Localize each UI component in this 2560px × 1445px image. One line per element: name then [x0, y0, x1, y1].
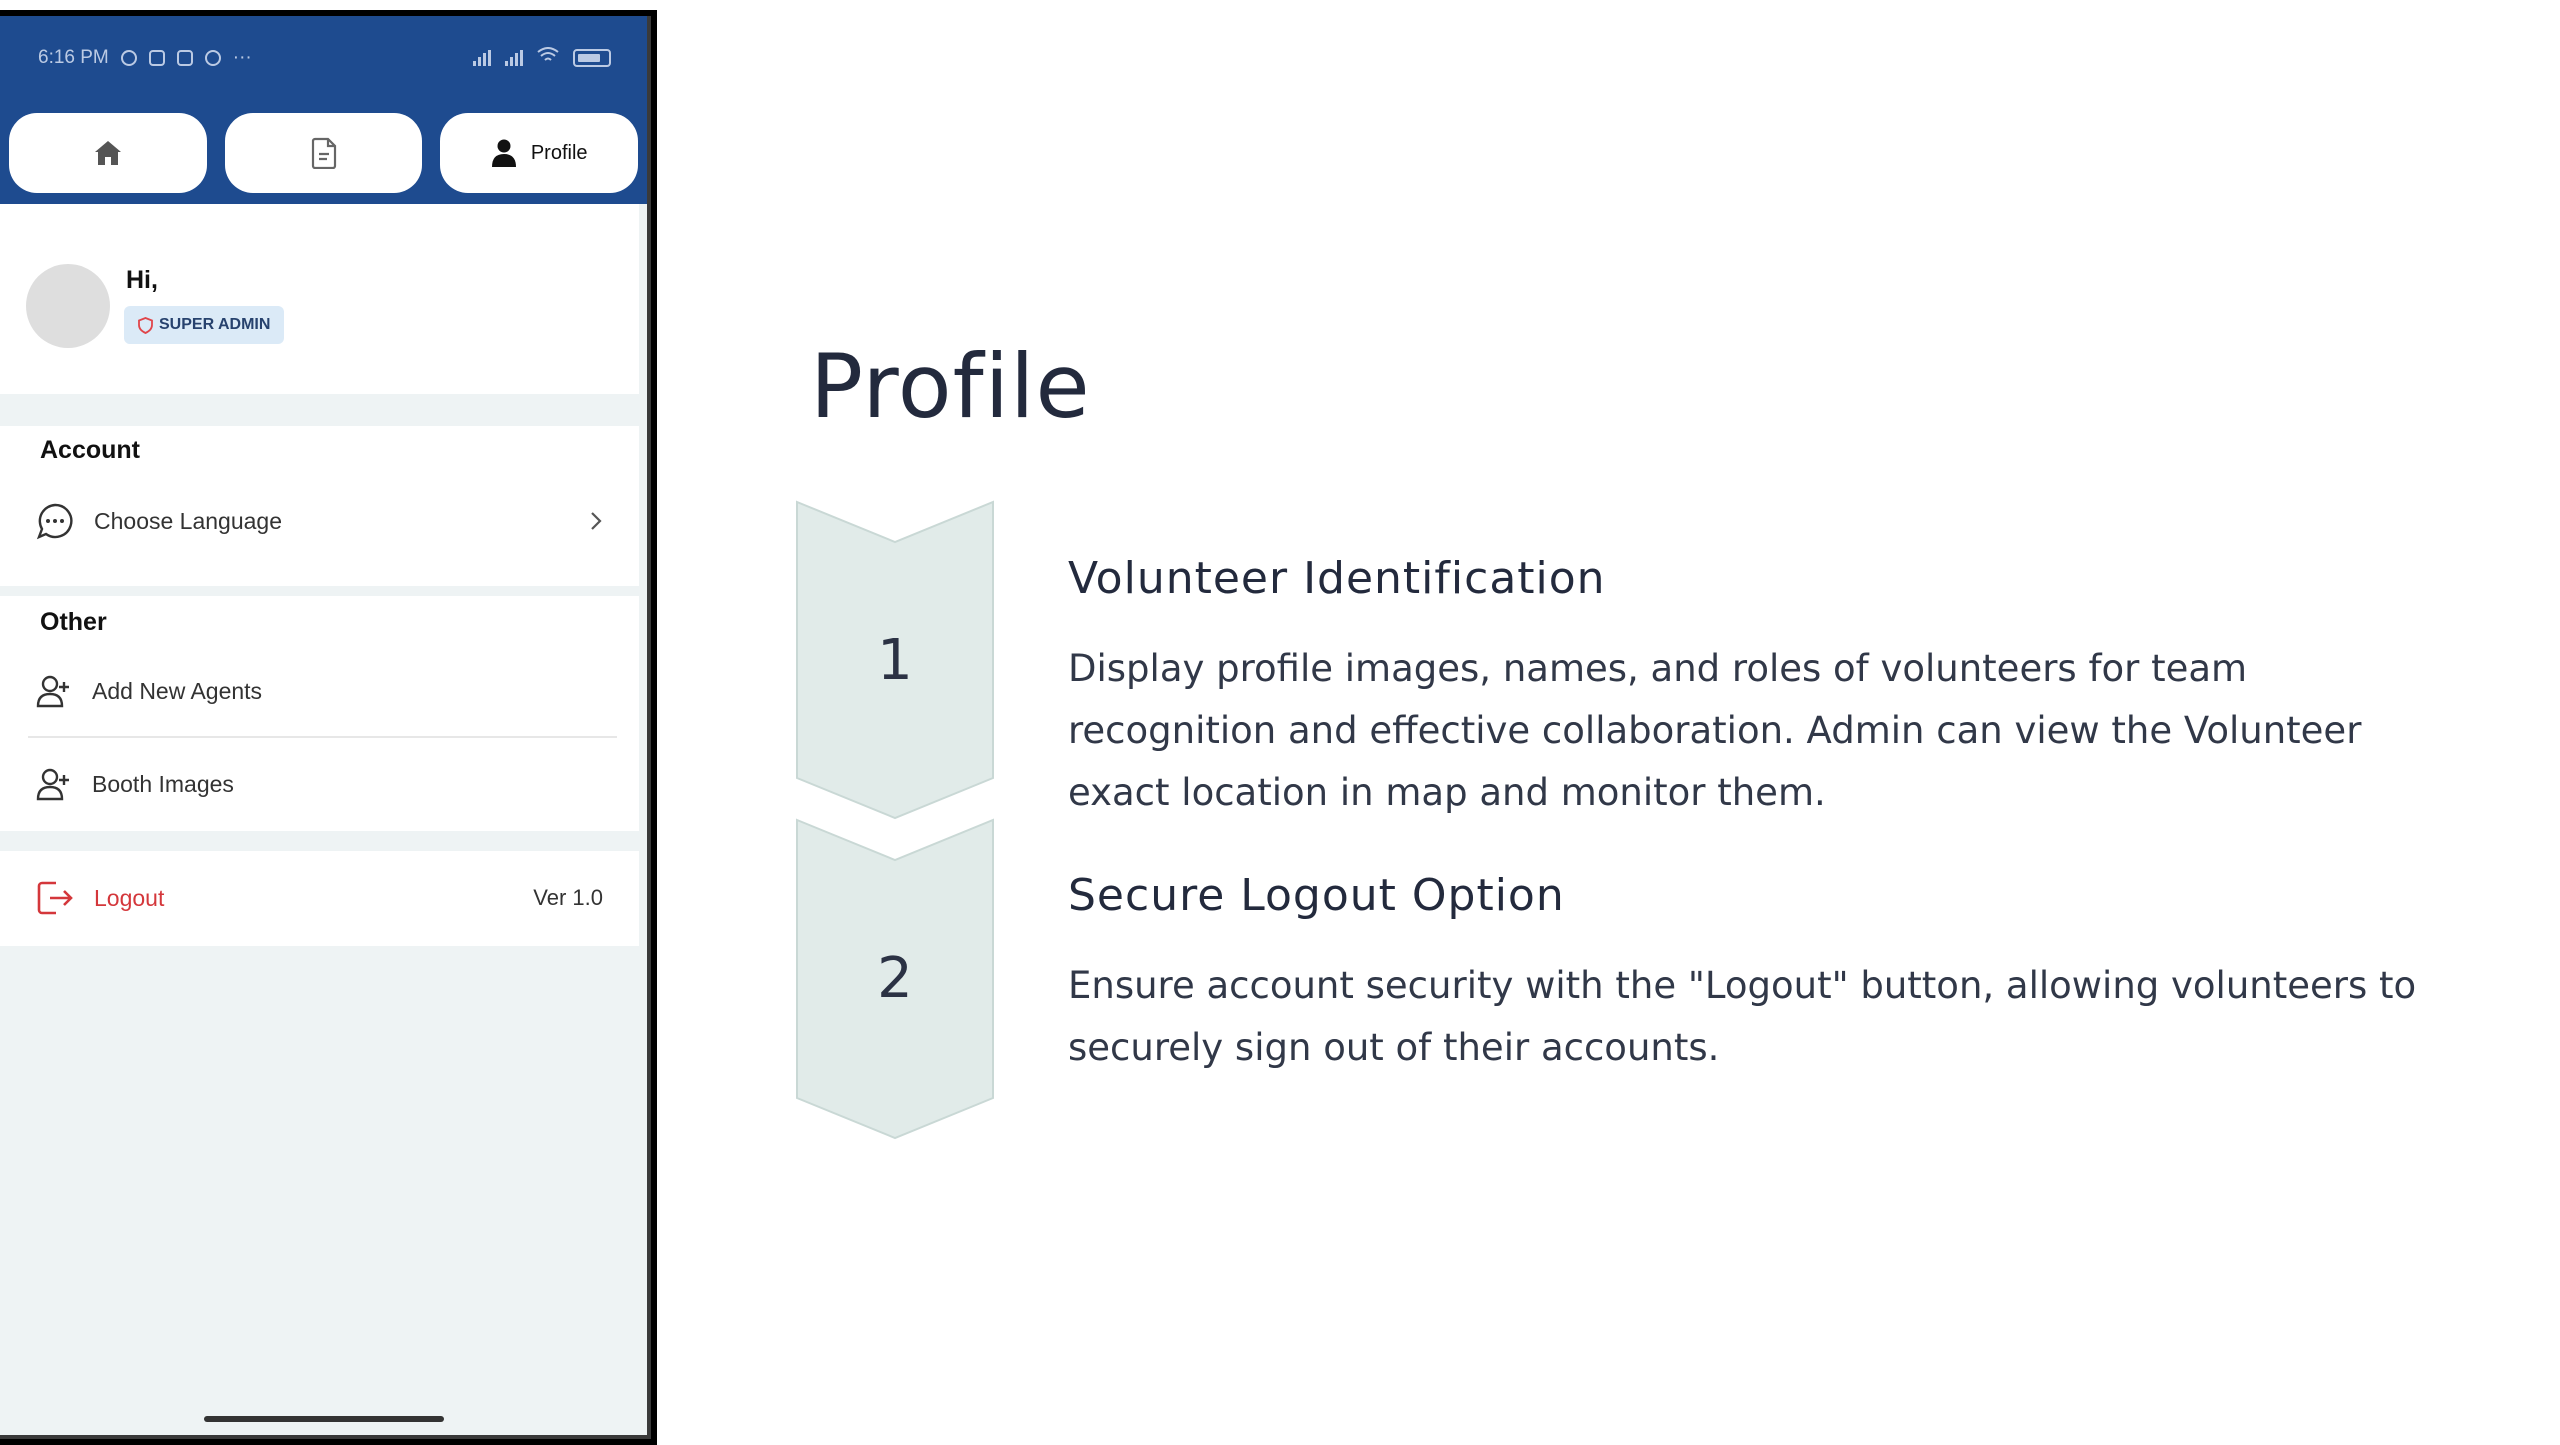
- avatar[interactable]: [26, 264, 110, 348]
- greeting-text: Hi,: [126, 266, 158, 294]
- greeting-card: [0, 204, 639, 394]
- home-icon: [93, 139, 123, 167]
- add-user-icon: [36, 767, 72, 801]
- other-section-title: Other: [40, 608, 107, 636]
- account-section: [0, 426, 639, 586]
- add-new-agents-item[interactable]: [36, 661, 603, 721]
- tab-home[interactable]: [9, 113, 207, 193]
- role-badge: [124, 306, 284, 344]
- more-notifications-icon: ···: [232, 47, 252, 68]
- add-user-icon: [36, 674, 72, 708]
- tab-profile-label: Profile: [530, 141, 588, 164]
- account-section-title: Account: [40, 436, 140, 464]
- logout-section: [0, 851, 639, 946]
- logout-item[interactable]: [36, 868, 603, 928]
- add-new-agents-label: Add New Agents: [92, 677, 263, 704]
- message-icon: [149, 50, 165, 66]
- signal-icon: [473, 50, 491, 66]
- choose-language-label: Choose Language: [94, 507, 282, 534]
- notification-icon: [177, 50, 193, 66]
- step-1-chevron: [795, 500, 995, 825]
- nav-tabs: [9, 113, 638, 193]
- status-left: [38, 47, 252, 69]
- other-section: [0, 596, 639, 831]
- phone-screenshot: [0, 10, 657, 1445]
- phone-screen: [0, 16, 651, 1439]
- status-bar: [38, 46, 611, 70]
- version-text: Ver 1.0: [533, 885, 603, 910]
- booth-images-item[interactable]: [36, 754, 603, 814]
- chat-bubble-icon: [36, 502, 74, 540]
- divider: [28, 736, 617, 738]
- signal-2-icon: [505, 50, 523, 66]
- role-badge-label: SUPER ADMIN: [159, 316, 271, 333]
- battery-icon: [573, 49, 611, 67]
- wifi-icon: [537, 47, 559, 69]
- item-1-title: Volunteer Identification: [1068, 553, 1606, 604]
- choose-language-item[interactable]: [36, 491, 603, 551]
- item-1-description: Display profile images, names, and roles of volunteers for team recognition and effective collaboration. Admin can view the Volunteer exact location in map and monitor them.: [1068, 647, 2362, 814]
- step-2-number: 2: [877, 946, 913, 1011]
- logout-icon: [36, 880, 74, 916]
- home-indicator[interactable]: [204, 1416, 444, 1422]
- app-notification-icon: [205, 50, 221, 66]
- item-2-title: Secure Logout Option: [1068, 870, 1565, 921]
- tab-documents[interactable]: [225, 113, 423, 193]
- step-1-number: 1: [877, 628, 913, 693]
- booth-images-label: Booth Images: [92, 770, 234, 797]
- status-right: [473, 47, 611, 69]
- chevron-right-icon: [589, 510, 603, 532]
- item-2-description: Ensure account security with the "Logout" button, allowing volunteers to securely sign out of their accounts.: [1068, 964, 2417, 1069]
- logout-label: Logout: [94, 884, 165, 911]
- user-icon: [491, 138, 517, 168]
- slide-title: Profile: [810, 335, 1091, 438]
- shield-icon: [138, 317, 153, 334]
- document-icon: [310, 137, 338, 169]
- step-2-chevron: [795, 818, 995, 1145]
- app-header: [0, 16, 647, 204]
- status-time: 6:16 PM: [38, 47, 109, 68]
- alarm-icon: [121, 50, 137, 66]
- tab-profile[interactable]: [440, 113, 638, 193]
